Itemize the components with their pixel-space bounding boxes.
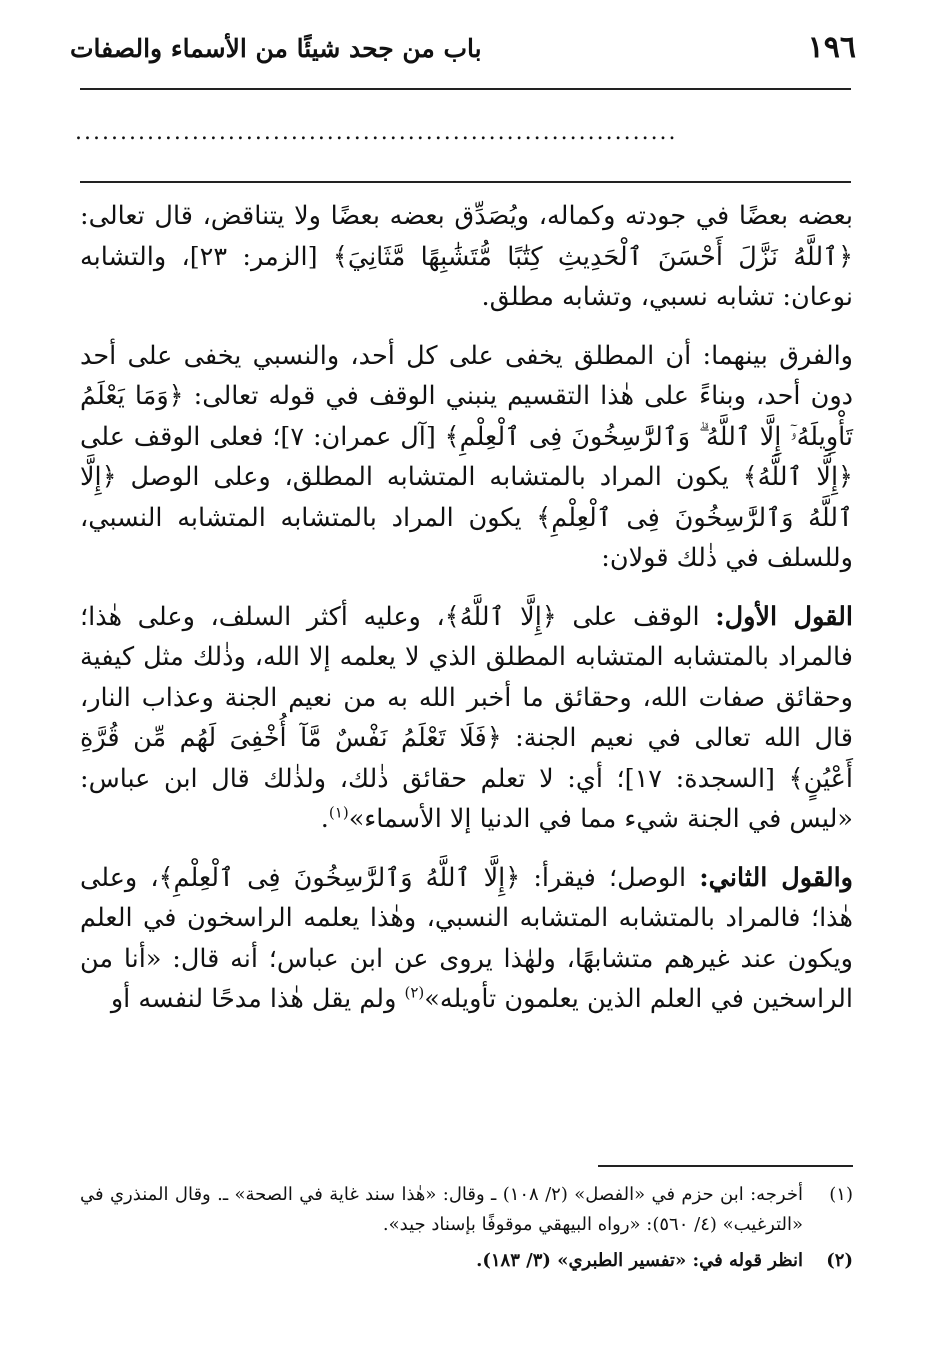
paragraph-2 [80,336,853,579]
paragraph-tail: . [320,804,329,834]
main-text [80,196,853,1038]
footnote-1 [80,1180,853,1240]
footnote-text: انظر قوله في: «تفسير الطبري» (٣/ ١٨٣). [476,1250,803,1271]
paragraph-text: بعضه بعضًا في جودته وكماله، ويُصَدِّق بعضه بعضًا ولا يتناقض، قال تعالى: ﴿ٱللَّهُ نَزَّلَ أَحْسَنَ ٱلْحَدِيثِ كِتَٰبًا مُّتَشَٰبِهًا مَّثَانِيَ﴾ [الزمر: ٢٣]، والتشابه نوعان: تشابه نسبي، وتشابه مطلق. [80,201,854,312]
footnote-text: أخرجه: ابن حزم في «الفصل» (٢/ ١٠٨) ـ وقال: «هٰذا سند غاية في الصحة» ـ. وقال المنذري في «الترغيب» (٤/ ٥٦٠): «رواه البيهقي موقوفًا بإسناد جيد». [80,1184,803,1235]
header-rule [80,88,851,90]
footnote-number: (١) [829,1184,853,1205]
footnote-rule [598,1165,853,1167]
footnotes [80,1180,853,1276]
paragraph-3 [80,597,853,840]
paragraph-4 [80,858,853,1020]
footnote-ref-2[interactable]: (٢) [404,983,425,1002]
footnote-ref-1[interactable]: (١) [328,803,349,822]
footnote-2 [80,1246,853,1276]
page-header [70,26,856,80]
paragraph-lead: القول الأول: [715,601,853,632]
footnote-number: (٢) [826,1250,853,1271]
paragraph-text: والفرق بينهما: أن المطلق يخفى على كل أحد، والنسبي يخفى على أحد دون أحد، وبناءً على هٰذا التقسيم ينبني الوقف في قوله تعالى: ﴿وَمَا يَعْلَمُ تَأْوِيلَهُۥٓ إِلَّا ٱللَّهُ ۗ وَٱلرَّٰسِخُونَ فِى ٱلْعِلْمِ﴾ [آل عمران: ٧]؛ فعلى الوقف على ﴿إِلَّا ٱللَّهُ﴾ يكون المراد بالمتشابه المتشابه المطلق، وعلى الوصل ﴿إِلَّا ٱللَّهُ وَٱلرَّٰسِخُونَ فِى ٱلْعِلْمِ﴾ يكون المراد بالمتشابه المتشابه النسبي، وللسلف في ذٰلك قولان: [80,340,853,573]
paragraph-text: الوصل؛ فيقرأ: ﴿إِلَّا ٱللَّهُ وَٱلرَّٰسِخُونَ فِى ٱلْعِلْمِ﴾، وعلى هٰذا؛ فالمراد بالمتشابه المتشابه النسبي، وهٰذا يعلمه الراسخون في العلم ويكون عند غيرهم متشابهًا، ولهٰذا يروى عن ابن عباس؛ أنه قال: «أنا من الراسخين في العلم الذين يعلمون تأويله» [80,862,853,1014]
page-number: ١٩٦ [807,30,856,65]
paragraph-1 [80,196,853,318]
section-rule [80,181,851,183]
elision-dots: ................................................................... [75,120,678,142]
paragraph-lead: والقول الثاني: [699,862,853,893]
paragraph-text: الوقف على ﴿إِلَّا ٱللَّهُ﴾، وعليه أكثر السلف، وعلى هٰذا؛ فالمراد بالمتشابه المتشابه المطلق الذي لا يعلمه إلا الله، وذٰلك مثل كيفية وحقائق صفات الله، وحقائق ما أخبر الله به من نعيم الجنة وعذاب النار، قال الله تعالى في نعيم الجنة: ﴿فَلَا تَعْلَمُ نَفْسٌ مَّآ أُخْفِىَ لَهُم مِّن قُرَّةِ أَعْيُنٍ﴾ [السجدة: ١٧]؛ أي: لا تعلم حقائق ذٰلك، ولذٰلك قال ابن عباس: «ليس في الجنة شيء مما في الدنيا إلا الأسماء» [80,601,853,834]
paragraph-tail: ولم يقل هٰذا مدحًا لنفسه أو [110,984,405,1014]
running-title: باب من جحد شيئًا من الأسماء والصفات [70,34,482,63]
